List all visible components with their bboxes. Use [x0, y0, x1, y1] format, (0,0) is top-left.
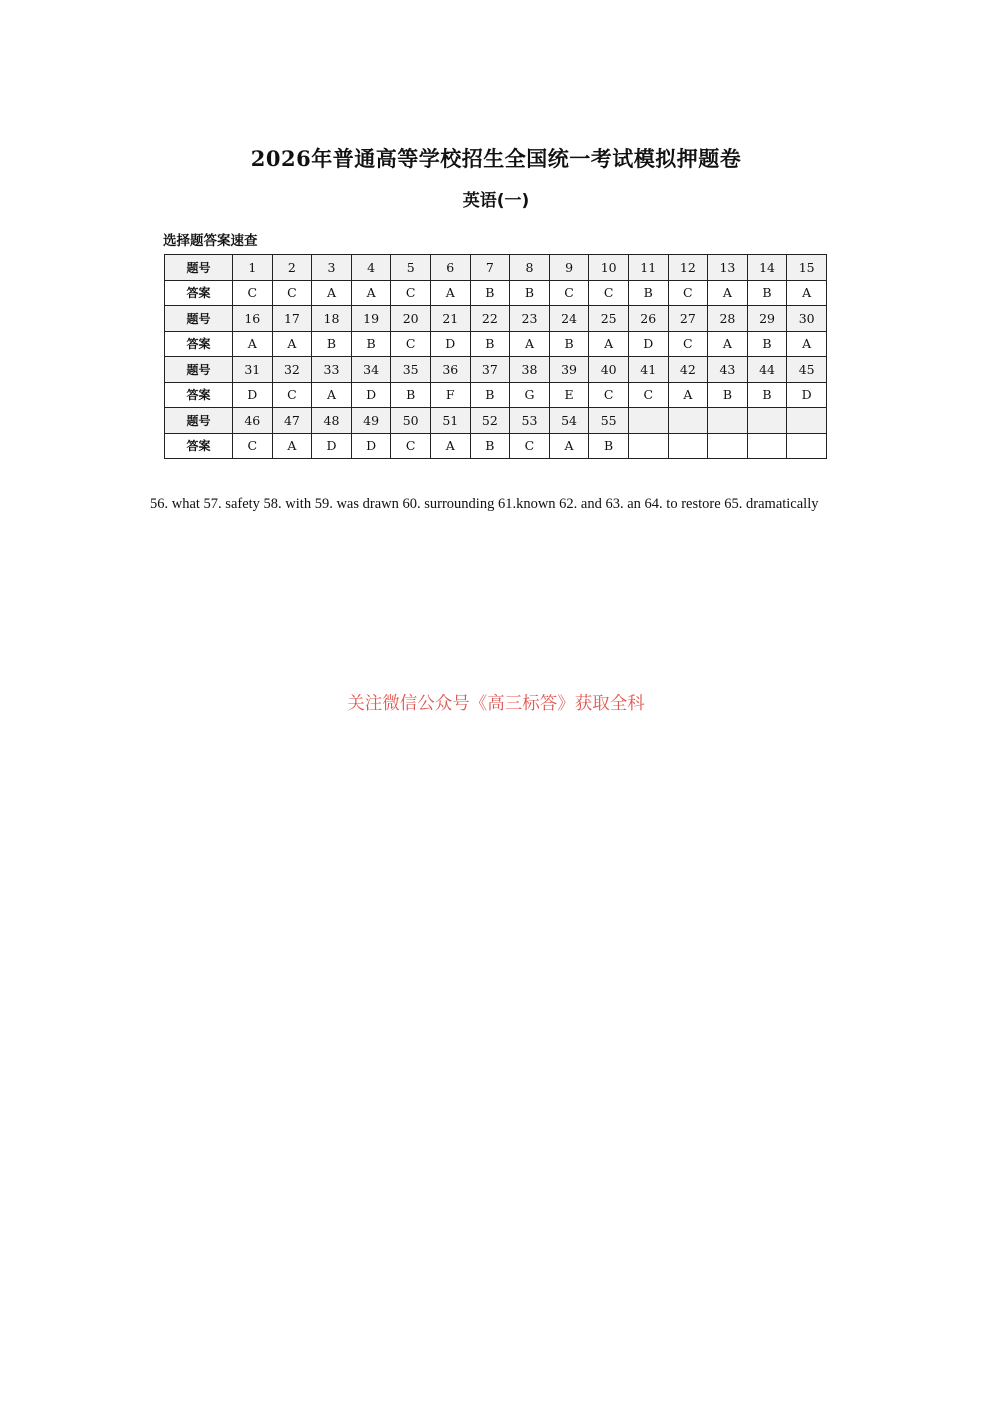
answer-letter-cell: A — [233, 331, 273, 357]
answer-letter-cell: B — [351, 331, 391, 357]
answer-row-header: 答案 — [165, 433, 233, 459]
question-number-cell: 22 — [470, 306, 510, 332]
question-number-cell: 19 — [351, 306, 391, 332]
question-number-cell: 25 — [589, 306, 629, 332]
question-number-cell: 14 — [747, 255, 787, 281]
question-number-cell: 32 — [272, 357, 312, 383]
question-number-cell: 27 — [668, 306, 708, 332]
answer-letter-cell — [668, 433, 708, 459]
question-number-cell: 2 — [272, 255, 312, 281]
answer-letter-cell: B — [708, 382, 748, 408]
watermark-text: 关注微信公众号《高三标答》获取全科 — [347, 694, 645, 714]
answer-letter-cell: B — [312, 331, 352, 357]
answer-letter-cell: A — [589, 331, 629, 357]
question-number-cell: 52 — [470, 408, 510, 434]
question-number-cell: 15 — [787, 255, 827, 281]
question-number-cell: 42 — [668, 357, 708, 383]
answer-row-header: 答案 — [165, 331, 233, 357]
answer-letter-cell — [747, 433, 787, 459]
question-number-cell: 11 — [628, 255, 668, 281]
answer-letter-cell: C — [668, 280, 708, 306]
answer-letter-cell: C — [589, 280, 629, 306]
question-number-cell: 29 — [747, 306, 787, 332]
answer-letter-cell: A — [430, 280, 470, 306]
question-number-cell: 1 — [233, 255, 273, 281]
answer-letter-cell: B — [589, 433, 629, 459]
question-number-cell: 39 — [549, 357, 589, 383]
answer-letter-cell: C — [510, 433, 550, 459]
answer-letter-cell: B — [549, 331, 589, 357]
question-number-cell: 30 — [787, 306, 827, 332]
question-number-cell: 51 — [430, 408, 470, 434]
page-title: 2026年普通高等学校招生全国统一考试模拟押题卷 — [250, 146, 742, 171]
question-number-cell — [708, 408, 748, 434]
question-row-header: 题号 — [165, 357, 233, 383]
question-number-cell: 20 — [391, 306, 431, 332]
question-number-cell: 38 — [510, 357, 550, 383]
question-number-cell: 12 — [668, 255, 708, 281]
question-number-cell: 35 — [391, 357, 431, 383]
answer-letter-cell: A — [430, 433, 470, 459]
question-number-cell — [747, 408, 787, 434]
answer-row — [165, 433, 827, 459]
question-number-cell: 46 — [233, 408, 273, 434]
answer-letter-cell: D — [430, 331, 470, 357]
answer-letter-cell: C — [233, 433, 273, 459]
question-number-cell: 23 — [510, 306, 550, 332]
answer-letter-cell: A — [708, 331, 748, 357]
answer-letter-cell: D — [628, 331, 668, 357]
answer-letter-cell: A — [351, 280, 391, 306]
question-number-cell: 26 — [628, 306, 668, 332]
answer-letter-cell: C — [549, 280, 589, 306]
question-number-cell: 6 — [430, 255, 470, 281]
answer-letter-cell: A — [272, 433, 312, 459]
section-label: 选择题答案速查 — [163, 233, 258, 249]
answer-letter-cell: C — [668, 331, 708, 357]
answer-letter-cell: D — [233, 382, 273, 408]
question-number-cell: 49 — [351, 408, 391, 434]
answer-letter-cell — [708, 433, 748, 459]
answer-letter-cell: E — [549, 382, 589, 408]
answer-row — [165, 331, 827, 357]
question-number-cell: 36 — [430, 357, 470, 383]
answer-letter-cell: A — [787, 280, 827, 306]
question-row-header: 题号 — [165, 408, 233, 434]
answer-letter-cell: A — [549, 433, 589, 459]
answer-row-header: 答案 — [165, 280, 233, 306]
question-number-cell: 10 — [589, 255, 629, 281]
question-number-cell: 31 — [233, 357, 273, 383]
answer-letter-cell: C — [272, 280, 312, 306]
question-row — [165, 306, 827, 332]
answer-letter-cell: C — [233, 280, 273, 306]
answer-letter-cell: D — [312, 433, 352, 459]
answer-letter-cell: A — [312, 382, 352, 408]
answer-letter-cell: D — [787, 382, 827, 408]
answer-letter-cell: A — [708, 280, 748, 306]
question-number-cell: 3 — [312, 255, 352, 281]
answer-letter-cell: C — [391, 433, 431, 459]
question-number-cell: 4 — [351, 255, 391, 281]
question-number-cell — [787, 408, 827, 434]
answer-letter-cell: B — [628, 280, 668, 306]
answer-letter-cell: C — [391, 331, 431, 357]
question-row-header: 题号 — [165, 255, 233, 281]
answer-letter-cell: D — [351, 382, 391, 408]
answer-letter-cell: C — [628, 382, 668, 408]
question-number-cell: 18 — [312, 306, 352, 332]
answer-letter-cell: A — [312, 280, 352, 306]
question-row — [165, 255, 827, 281]
question-number-cell: 54 — [549, 408, 589, 434]
question-number-cell: 41 — [628, 357, 668, 383]
question-number-cell: 43 — [708, 357, 748, 383]
fill-in-answers: 56. what 57. safety 58. with 59. was drawn 60. surrounding 61.known 62. and 63. an 64. to restore 65. dramatically — [150, 496, 819, 512]
answer-row — [165, 280, 827, 306]
question-number-cell: 7 — [470, 255, 510, 281]
answer-letter-cell: D — [351, 433, 391, 459]
answer-letter-cell — [787, 433, 827, 459]
answer-letter-cell: B — [747, 331, 787, 357]
answer-letter-cell: C — [272, 382, 312, 408]
question-number-cell — [628, 408, 668, 434]
question-number-cell: 53 — [510, 408, 550, 434]
question-number-cell: 17 — [272, 306, 312, 332]
question-number-cell: 34 — [351, 357, 391, 383]
answer-letter-cell: B — [510, 280, 550, 306]
answer-letter-cell: A — [272, 331, 312, 357]
answer-letter-cell: B — [470, 280, 510, 306]
answer-row — [165, 382, 827, 408]
question-number-cell: 47 — [272, 408, 312, 434]
answer-letter-cell: B — [747, 382, 787, 408]
question-number-cell: 40 — [589, 357, 629, 383]
question-number-cell: 45 — [787, 357, 827, 383]
answer-table — [164, 254, 827, 459]
question-number-cell: 21 — [430, 306, 470, 332]
answer-letter-cell — [628, 433, 668, 459]
question-number-cell — [668, 408, 708, 434]
question-number-cell: 5 — [391, 255, 431, 281]
question-number-cell: 16 — [233, 306, 273, 332]
question-row — [165, 357, 827, 383]
question-number-cell: 8 — [510, 255, 550, 281]
question-number-cell: 48 — [312, 408, 352, 434]
question-row-header: 题号 — [165, 306, 233, 332]
answer-letter-cell: G — [510, 382, 550, 408]
answer-letter-cell: B — [470, 382, 510, 408]
question-number-cell: 13 — [708, 255, 748, 281]
question-row — [165, 408, 827, 434]
answer-letter-cell: B — [470, 331, 510, 357]
question-number-cell: 33 — [312, 357, 352, 383]
answer-letter-cell: B — [391, 382, 431, 408]
answer-letter-cell: C — [391, 280, 431, 306]
answer-letter-cell: C — [589, 382, 629, 408]
answer-letter-cell: A — [787, 331, 827, 357]
question-number-cell: 44 — [747, 357, 787, 383]
answer-letter-cell: B — [470, 433, 510, 459]
question-number-cell: 28 — [708, 306, 748, 332]
answer-row-header: 答案 — [165, 382, 233, 408]
question-number-cell: 37 — [470, 357, 510, 383]
answer-letter-cell: A — [668, 382, 708, 408]
question-number-cell: 9 — [549, 255, 589, 281]
page-subtitle: 英语(一) — [462, 191, 530, 211]
answer-letter-cell: B — [747, 280, 787, 306]
answer-letter-cell: A — [510, 331, 550, 357]
answer-letter-cell: F — [430, 382, 470, 408]
question-number-cell: 55 — [589, 408, 629, 434]
question-number-cell: 50 — [391, 408, 431, 434]
question-number-cell: 24 — [549, 306, 589, 332]
